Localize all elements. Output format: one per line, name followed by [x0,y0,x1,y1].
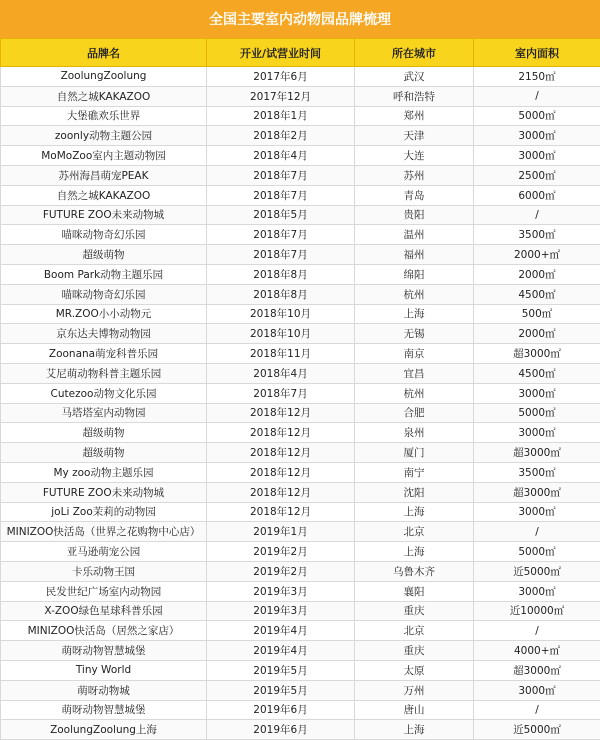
cell-opening-date: 2018年8月 [207,284,355,304]
cell-brand: 民发世纪广场室内动物园 [1,581,207,601]
table-row [1,146,600,166]
cell-city: 太原 [355,660,474,680]
cell-city: 杭州 [355,383,474,403]
cell-area: 2000+㎡ [474,245,600,265]
table-row [1,601,600,621]
cell-brand: Zoonana萌宠科普乐园 [1,344,207,364]
cell-city: 合肥 [355,403,474,423]
table-row [1,482,600,502]
header-row [1,39,600,67]
cell-area: 3500㎡ [474,225,600,245]
cell-city: 青岛 [355,185,474,205]
cell-city: 唐山 [355,700,474,720]
header-area: 室内面积 [474,39,600,67]
table-row [1,106,600,126]
table-row [1,86,600,106]
cell-brand: Cutezoo动物文化乐园 [1,383,207,403]
cell-area: 超3000㎡ [474,443,600,463]
cell-brand: ZoolungZoolung上海 [1,720,207,740]
cell-city: 无锡 [355,324,474,344]
cell-area: 近5000㎡ [474,561,600,581]
cell-brand: MoMoZoo室内主题动物园 [1,146,207,166]
cell-brand: 卡乐动物王国 [1,561,207,581]
table-row [1,304,600,324]
cell-brand: Tiny World [1,660,207,680]
cell-city: 万州 [355,680,474,700]
cell-brand: joLi Zoo茉莉的动物园 [1,502,207,522]
table-row [1,660,600,680]
cell-area: 500㎡ [474,304,600,324]
cell-area: 3000㎡ [474,383,600,403]
cell-area: 2150㎡ [474,67,600,87]
cell-brand: 萌呀动物智慧城堡 [1,700,207,720]
cell-city: 天津 [355,126,474,146]
cell-area: 3000㎡ [474,423,600,443]
table-row [1,363,600,383]
cell-opening-date: 2018年2月 [207,126,355,146]
cell-opening-date: 2018年7月 [207,165,355,185]
cell-city: 南京 [355,344,474,364]
cell-area: 超3000㎡ [474,660,600,680]
cell-area: 3000㎡ [474,581,600,601]
cell-opening-date: 2019年4月 [207,641,355,661]
cell-opening-date: 2018年7月 [207,225,355,245]
cell-opening-date: 2019年6月 [207,700,355,720]
cell-area: 超3000㎡ [474,482,600,502]
cell-city: 上海 [355,502,474,522]
cell-brand: 马塔塔室内动物园 [1,403,207,423]
cell-brand: MINIZOO快活岛（居然之家店） [1,621,207,641]
cell-brand: 大堡礁欢乐世界 [1,106,207,126]
cell-opening-date: 2019年2月 [207,561,355,581]
cell-opening-date: 2018年12月 [207,403,355,423]
cell-brand: 京东达夫博物动物园 [1,324,207,344]
cell-city: 上海 [355,304,474,324]
table-row [1,185,600,205]
table-row [1,324,600,344]
table-row [1,423,600,443]
cell-opening-date: 2018年12月 [207,423,355,443]
cell-brand: FUTURE ZOO未来动物城 [1,482,207,502]
cell-city: 贵阳 [355,205,474,225]
table-row [1,700,600,720]
table-row [1,245,600,265]
cell-brand: zoonly动物主题公园 [1,126,207,146]
cell-opening-date: 2018年10月 [207,324,355,344]
brand-table [0,38,600,740]
cell-city: 上海 [355,720,474,740]
cell-brand: 喵咪动物奇幻乐园 [1,284,207,304]
table-row [1,720,600,740]
header-opening-date: 开业/试营业时间 [207,39,355,67]
table-row [1,344,600,364]
cell-city: 温州 [355,225,474,245]
cell-area: 3000㎡ [474,146,600,166]
cell-opening-date: 2018年12月 [207,502,355,522]
cell-city: 武汉 [355,67,474,87]
table-title-text: 全国主要室内动物园品牌梳理 [209,9,391,29]
cell-opening-date: 2017年12月 [207,86,355,106]
cell-city: 北京 [355,522,474,542]
cell-area: / [474,621,600,641]
cell-city: 苏州 [355,165,474,185]
cell-opening-date: 2017年6月 [207,67,355,87]
table-row [1,205,600,225]
cell-area: 4000+㎡ [474,641,600,661]
table-row [1,264,600,284]
cell-brand: 苏州海昌萌宠PEAK [1,165,207,185]
cell-area: 超3000㎡ [474,344,600,364]
table-row [1,284,600,304]
table-row [1,581,600,601]
cell-area: / [474,700,600,720]
cell-brand: 超级萌物 [1,443,207,463]
header-city: 所在城市 [355,39,474,67]
cell-area: 6000㎡ [474,185,600,205]
cell-opening-date: 2018年11月 [207,344,355,364]
table-body [1,67,600,740]
table-row [1,403,600,423]
cell-brand: 萌呀动物智慧城堡 [1,641,207,661]
cell-city: 上海 [355,542,474,562]
table-row [1,225,600,245]
cell-opening-date: 2018年12月 [207,482,355,502]
cell-opening-date: 2018年8月 [207,264,355,284]
table-row [1,561,600,581]
table-row [1,67,600,87]
cell-city: 泉州 [355,423,474,443]
table-row [1,462,600,482]
table-row [1,126,600,146]
cell-brand: 萌呀动物城 [1,680,207,700]
cell-brand: 艾尼萌动物科普主题乐园 [1,363,207,383]
cell-city: 沈阳 [355,482,474,502]
cell-city: 宜昌 [355,363,474,383]
cell-opening-date: 2019年2月 [207,542,355,562]
cell-area: 3000㎡ [474,126,600,146]
cell-city: 襄阳 [355,581,474,601]
cell-city: 绵阳 [355,264,474,284]
cell-brand: ZoolungZoolung [1,67,207,87]
cell-area: 5000㎡ [474,542,600,562]
cell-brand: 喵咪动物奇幻乐园 [1,225,207,245]
table-title [0,0,600,38]
cell-area: / [474,522,600,542]
cell-brand: 超级萌物 [1,245,207,265]
cell-opening-date: 2019年3月 [207,581,355,601]
cell-opening-date: 2018年7月 [207,245,355,265]
cell-city: 重庆 [355,641,474,661]
cell-brand: 自然之城KAKAZOO [1,185,207,205]
cell-area: 2500㎡ [474,165,600,185]
cell-opening-date: 2018年1月 [207,106,355,126]
cell-city: 大连 [355,146,474,166]
cell-opening-date: 2018年7月 [207,185,355,205]
cell-opening-date: 2018年12月 [207,443,355,463]
table-row [1,641,600,661]
cell-opening-date: 2019年1月 [207,522,355,542]
cell-brand: MINIZOO快活岛（世界之花购物中心店） [1,522,207,542]
cell-city: 南宁 [355,462,474,482]
cell-opening-date: 2019年5月 [207,660,355,680]
table-row [1,522,600,542]
cell-city: 郑州 [355,106,474,126]
cell-city: 呼和浩特 [355,86,474,106]
cell-opening-date: 2019年4月 [207,621,355,641]
cell-city: 乌鲁木齐 [355,561,474,581]
cell-city: 北京 [355,621,474,641]
header-brand: 品牌名 [1,39,207,67]
cell-opening-date: 2018年4月 [207,146,355,166]
cell-area: 5000㎡ [474,403,600,423]
cell-area: 2000㎡ [474,264,600,284]
cell-brand: 自然之城KAKAZOO [1,86,207,106]
cell-opening-date: 2018年12月 [207,462,355,482]
table-row [1,542,600,562]
cell-opening-date: 2019年5月 [207,680,355,700]
cell-brand: My zoo动物主题乐园 [1,462,207,482]
table-row [1,443,600,463]
cell-opening-date: 2019年3月 [207,601,355,621]
cell-brand: Boom Park动物主题乐园 [1,264,207,284]
cell-opening-date: 2018年4月 [207,363,355,383]
cell-city: 厦门 [355,443,474,463]
cell-area: 4500㎡ [474,284,600,304]
cell-area: 3000㎡ [474,502,600,522]
cell-city: 杭州 [355,284,474,304]
cell-brand: 超级萌物 [1,423,207,443]
cell-opening-date: 2019年6月 [207,720,355,740]
cell-area: 近10000㎡ [474,601,600,621]
cell-brand: MR.ZOO小小动物元 [1,304,207,324]
table-row [1,165,600,185]
cell-area: 3500㎡ [474,462,600,482]
table-row [1,621,600,641]
table-row [1,502,600,522]
cell-area: 4500㎡ [474,363,600,383]
cell-brand: 亚马逊萌宠公园 [1,542,207,562]
table-row [1,383,600,403]
cell-opening-date: 2018年10月 [207,304,355,324]
cell-area: / [474,205,600,225]
cell-area: / [474,86,600,106]
cell-area: 2000㎡ [474,324,600,344]
cell-area: 5000㎡ [474,106,600,126]
cell-opening-date: 2018年5月 [207,205,355,225]
cell-area: 3000㎡ [474,680,600,700]
table-row [1,680,600,700]
cell-brand: X-ZOO绿色星球科普乐园 [1,601,207,621]
cell-city: 重庆 [355,601,474,621]
cell-area: 近5000㎡ [474,720,600,740]
cell-city: 福州 [355,245,474,265]
cell-brand: FUTURE ZOO未来动物城 [1,205,207,225]
cell-opening-date: 2018年7月 [207,383,355,403]
